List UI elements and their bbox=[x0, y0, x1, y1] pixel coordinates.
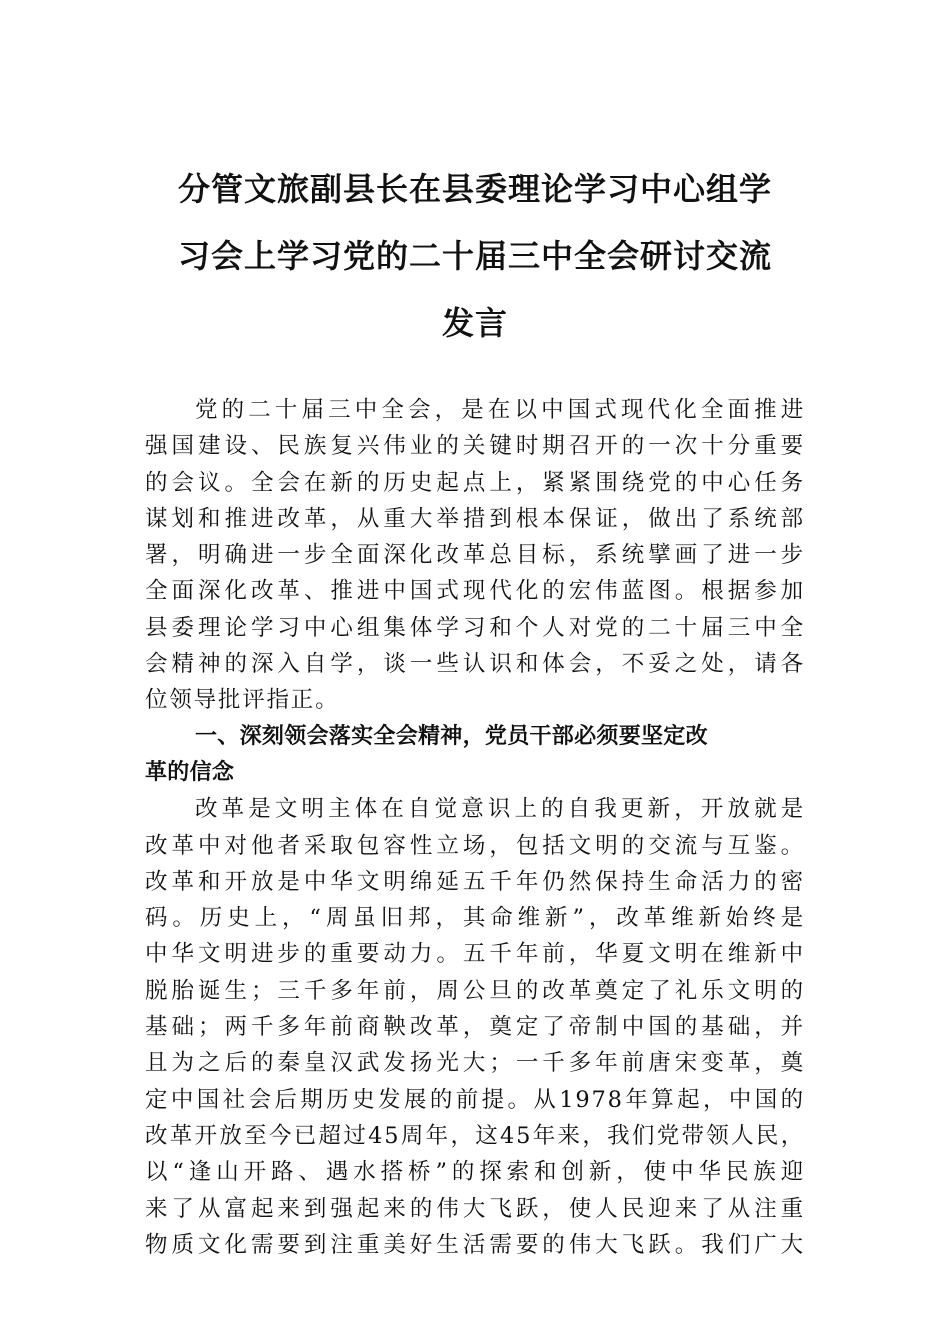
text-line: 党的二十届三中全会，是在以中国式现代化全面推进 bbox=[195, 397, 805, 423]
text-line: 县委理论学习中心组集体学习和个人对党的二十届三中全 bbox=[145, 614, 805, 641]
text-line: 定中国社会后期历史发展的前提。从1978年算起，中国的 bbox=[145, 1086, 805, 1113]
text-line: 改革和开放是中华文明绵延五千年仍然保持生命活力的密 bbox=[145, 868, 805, 895]
text-line: 改革开放至今已超过45周年，这45年来，我们党带领人民， bbox=[145, 1122, 805, 1149]
text-line: 全面深化改革、推进中国式现代化的宏伟蓝图。根据参加 bbox=[145, 578, 805, 605]
title-line: 发言 bbox=[441, 304, 508, 342]
text-line: 位领导批评指正。 bbox=[145, 687, 340, 714]
text-line: 改革是文明主体在自觉意识上的自我更新，开放就是 bbox=[195, 796, 805, 823]
title-line: 分管文旅副县长在县委理论学习中心组学 bbox=[177, 170, 772, 208]
text-line: 谋划和推进改革，从重大举措到根本保证，做出了系统部 bbox=[145, 505, 805, 532]
text-line: 以“逢山开路、遇水搭桥”的探索和创新，使中华民族迎 bbox=[145, 1159, 805, 1186]
text-line: 且为之后的秦皇汉武发扬光大；一千多年前唐宋变革，奠 bbox=[145, 1050, 805, 1077]
text-line: 脱胎诞生；三千多年前，周公旦的改革奠定了礼乐文明的 bbox=[145, 977, 805, 1004]
text-line: 改革中对他者采取包容性立场，包括文明的交流与互鉴。 bbox=[145, 832, 805, 859]
paragraph-intro bbox=[145, 392, 805, 719]
text-line: 来了从富起来到强起来的伟大飞跃，使人民迎来了从注重 bbox=[145, 1195, 805, 1222]
heading-line: 一、深刻领会落实全会精神，党员干部必须要坚定改 bbox=[195, 723, 708, 749]
section-heading bbox=[145, 719, 805, 792]
text-line: 强国建设、民族复兴伟业的关键时期召开的一次十分重要 bbox=[145, 433, 805, 460]
text-line: 码。历史上，“周虽旧邦，其命维新”，改革维新始终是 bbox=[145, 905, 805, 932]
document-title bbox=[145, 156, 805, 357]
text-line: 署，明确进一步全面深化改革总目标，系统擘画了进一步 bbox=[145, 542, 805, 569]
text-line: 的会议。全会在新的历史起点上，紧紧围绕党的中心任务 bbox=[145, 469, 805, 496]
text-line: 物质文化需要到注重美好生活需要的伟大飞跃。我们广大 bbox=[145, 1231, 805, 1258]
paragraph-reform bbox=[145, 791, 805, 1263]
title-line: 习会上学习党的二十届三中全会研讨交流 bbox=[177, 237, 772, 275]
document-body bbox=[145, 392, 805, 1263]
text-line: 中华文明进步的重要动力。五千年前，华夏文明在维新中 bbox=[145, 941, 805, 968]
text-line: 基础；两千多年前商鞅改革，奠定了帝制中国的基础，并 bbox=[145, 1014, 805, 1041]
heading-line: 革的信念 bbox=[145, 759, 235, 785]
text-line: 会精神的深入自学，谈一些认识和体会，不妥之处，请各 bbox=[145, 651, 805, 678]
